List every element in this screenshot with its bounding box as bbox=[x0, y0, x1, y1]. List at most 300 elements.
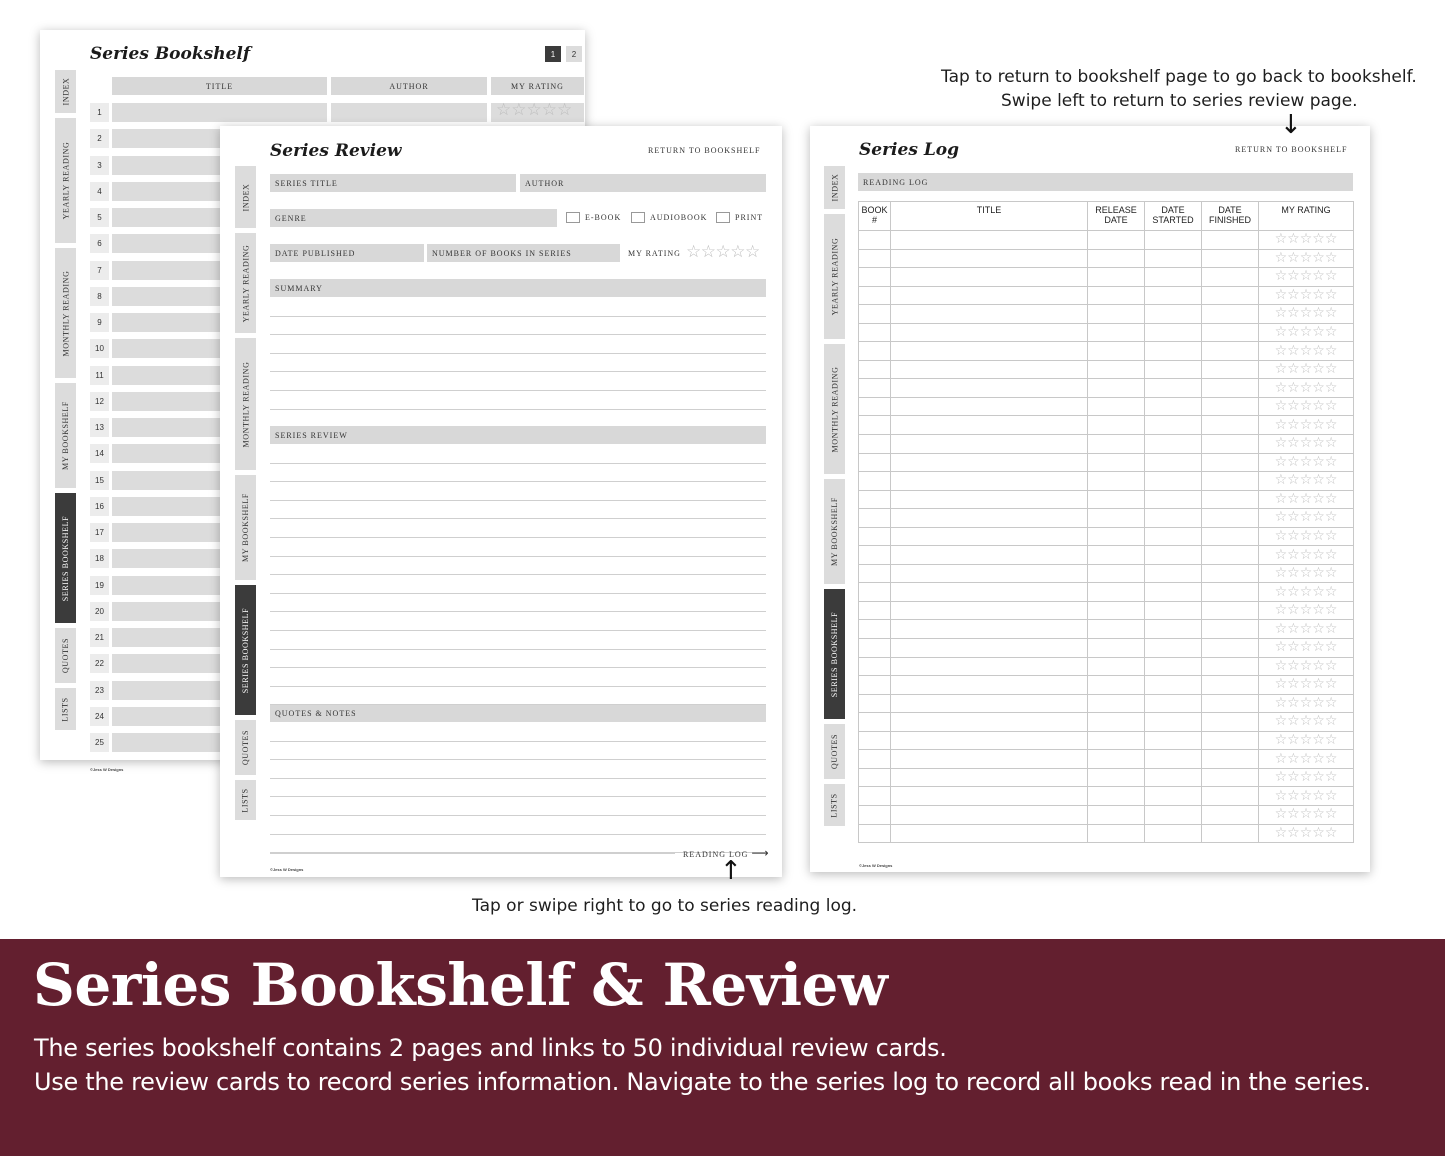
review-page bbox=[220, 126, 782, 877]
tab-yearly-reading[interactable]: YEARLY READING bbox=[235, 233, 256, 333]
date-finished-cell[interactable] bbox=[1202, 509, 1259, 528]
title-cell[interactable] bbox=[891, 750, 1088, 769]
release-date-cell[interactable] bbox=[1088, 750, 1145, 769]
log-row[interactable] bbox=[859, 601, 1354, 620]
date-finished-cell[interactable] bbox=[1202, 416, 1259, 435]
rating-stars[interactable]: ☆☆☆☆☆ bbox=[1259, 583, 1354, 602]
writing-line[interactable] bbox=[270, 500, 766, 501]
date-finished-cell[interactable] bbox=[1202, 249, 1259, 268]
title-cell[interactable] bbox=[891, 231, 1088, 250]
title-cell[interactable] bbox=[891, 249, 1088, 268]
return-to-bookshelf-link[interactable]: RETURN TO BOOKSHELF bbox=[648, 146, 761, 155]
date-started-cell[interactable] bbox=[1145, 323, 1202, 342]
tab-index[interactable]: INDEX bbox=[55, 70, 76, 113]
page-2-button[interactable]: 2 bbox=[566, 46, 582, 62]
row-title-cell[interactable] bbox=[112, 103, 327, 122]
title-cell[interactable] bbox=[891, 453, 1088, 472]
rating-stars[interactable]: ☆☆☆☆☆ bbox=[1259, 472, 1354, 491]
rating-stars[interactable]: ☆☆☆☆☆ bbox=[1259, 564, 1354, 583]
review-rating-stars[interactable]: ☆☆☆☆☆ bbox=[686, 242, 760, 262]
date-started-cell[interactable] bbox=[1145, 527, 1202, 546]
release-date-cell[interactable] bbox=[1088, 416, 1145, 435]
date-started-cell[interactable] bbox=[1145, 509, 1202, 528]
tab-quotes[interactable]: QUOTES bbox=[235, 720, 256, 775]
tab-my-bookshelf[interactable]: MY BOOKSHELF bbox=[824, 479, 845, 584]
book-number-cell[interactable] bbox=[859, 435, 891, 454]
book-number-cell[interactable] bbox=[859, 787, 891, 806]
date-finished-cell[interactable] bbox=[1202, 286, 1259, 305]
book-number-cell[interactable] bbox=[859, 360, 891, 379]
print-checkbox-box[interactable] bbox=[716, 212, 730, 223]
book-number-cell[interactable] bbox=[859, 305, 891, 324]
date-finished-cell[interactable] bbox=[1202, 490, 1259, 509]
release-date-cell[interactable] bbox=[1088, 305, 1145, 324]
log-row[interactable] bbox=[859, 694, 1354, 713]
date-started-cell[interactable] bbox=[1145, 546, 1202, 565]
number-of-books-field[interactable]: NUMBER OF BOOKS IN SERIES bbox=[427, 244, 620, 262]
tab-index[interactable]: INDEX bbox=[824, 166, 845, 209]
release-date-cell[interactable] bbox=[1088, 601, 1145, 620]
writing-line[interactable] bbox=[270, 409, 766, 410]
row-number: 18 bbox=[90, 549, 109, 568]
tab-lists[interactable]: LISTS bbox=[235, 780, 256, 820]
rating-stars[interactable]: ☆☆☆☆☆ bbox=[1259, 787, 1354, 806]
ebook-checkbox-box[interactable] bbox=[566, 212, 580, 223]
release-date-cell[interactable] bbox=[1088, 268, 1145, 287]
book-number-cell[interactable] bbox=[859, 397, 891, 416]
tab-yearly-reading[interactable]: YEARLY READING bbox=[55, 118, 76, 243]
title-cell[interactable] bbox=[891, 416, 1088, 435]
release-date-cell[interactable] bbox=[1088, 824, 1145, 843]
log-row[interactable] bbox=[859, 546, 1354, 565]
log-row[interactable] bbox=[859, 323, 1354, 342]
genre-field[interactable]: GENRE bbox=[270, 209, 557, 227]
writing-line[interactable] bbox=[270, 574, 766, 575]
log-row[interactable] bbox=[859, 750, 1354, 769]
date-started-cell[interactable] bbox=[1145, 268, 1202, 287]
writing-line[interactable] bbox=[270, 815, 766, 816]
book-number-cell[interactable] bbox=[859, 750, 891, 769]
log-row[interactable] bbox=[859, 824, 1354, 843]
date-finished-cell[interactable] bbox=[1202, 360, 1259, 379]
date-finished-cell[interactable] bbox=[1202, 824, 1259, 843]
rating-stars[interactable]: ☆☆☆☆☆ bbox=[1259, 286, 1354, 305]
date-finished-cell[interactable] bbox=[1202, 453, 1259, 472]
author-field[interactable]: AUTHOR bbox=[520, 174, 766, 192]
writing-line[interactable] bbox=[270, 741, 766, 742]
date-started-cell[interactable] bbox=[1145, 768, 1202, 787]
writing-line[interactable] bbox=[270, 334, 766, 335]
date-finished-cell[interactable] bbox=[1202, 546, 1259, 565]
book-number-cell[interactable] bbox=[859, 805, 891, 824]
rating-stars[interactable]: ☆☆☆☆☆ bbox=[1259, 657, 1354, 676]
rating-stars[interactable]: ☆☆☆☆☆ bbox=[1259, 323, 1354, 342]
book-number-cell[interactable] bbox=[859, 620, 891, 639]
book-number-cell[interactable] bbox=[859, 472, 891, 491]
tab-quotes[interactable]: QUOTES bbox=[824, 724, 845, 779]
date-started-cell[interactable] bbox=[1145, 583, 1202, 602]
writing-line[interactable] bbox=[270, 556, 766, 557]
title-cell[interactable] bbox=[891, 620, 1088, 639]
book-number-cell[interactable] bbox=[859, 342, 891, 361]
log-row[interactable] bbox=[859, 639, 1354, 658]
rating-stars[interactable]: ☆☆☆☆☆ bbox=[1259, 360, 1354, 379]
release-date-cell[interactable] bbox=[1088, 694, 1145, 713]
release-date-cell[interactable] bbox=[1088, 620, 1145, 639]
release-date-cell[interactable] bbox=[1088, 768, 1145, 787]
rating-stars[interactable]: ☆☆☆☆☆ bbox=[1259, 509, 1354, 528]
tab-my-bookshelf[interactable]: MY BOOKSHELF bbox=[235, 475, 256, 580]
writing-line[interactable] bbox=[270, 611, 766, 612]
log-row[interactable] bbox=[859, 509, 1354, 528]
title-cell[interactable] bbox=[891, 564, 1088, 583]
tab-monthly-reading[interactable]: MONTHLY READING bbox=[235, 338, 256, 470]
log-row[interactable] bbox=[859, 435, 1354, 454]
title-cell[interactable] bbox=[891, 342, 1088, 361]
date-started-cell[interactable] bbox=[1145, 731, 1202, 750]
date-finished-cell[interactable] bbox=[1202, 435, 1259, 454]
date-finished-cell[interactable] bbox=[1202, 472, 1259, 491]
writing-line[interactable] bbox=[270, 593, 766, 594]
release-date-cell[interactable] bbox=[1088, 286, 1145, 305]
date-finished-cell[interactable] bbox=[1202, 342, 1259, 361]
audiobook-checkbox[interactable]: AUDIOBOOK bbox=[631, 212, 707, 223]
tab-quotes[interactable]: QUOTES bbox=[55, 628, 76, 683]
book-number-cell[interactable] bbox=[859, 323, 891, 342]
writing-line[interactable] bbox=[270, 796, 766, 797]
date-started-cell[interactable] bbox=[1145, 639, 1202, 658]
date-finished-cell[interactable] bbox=[1202, 713, 1259, 732]
date-started-cell[interactable] bbox=[1145, 750, 1202, 769]
title-cell[interactable] bbox=[891, 601, 1088, 620]
release-date-cell[interactable] bbox=[1088, 546, 1145, 565]
book-number-cell[interactable] bbox=[859, 379, 891, 398]
tab-lists[interactable]: LISTS bbox=[824, 784, 845, 826]
rating-stars[interactable]: ☆☆☆☆☆ bbox=[1259, 527, 1354, 546]
writing-line[interactable] bbox=[270, 537, 766, 538]
date-finished-cell[interactable] bbox=[1202, 268, 1259, 287]
date-started-cell[interactable] bbox=[1145, 676, 1202, 695]
series-title-field[interactable]: SERIES TITLE bbox=[270, 174, 516, 192]
rating-stars[interactable]: ☆☆☆☆☆ bbox=[1259, 601, 1354, 620]
rating-stars[interactable]: ☆☆☆☆☆ bbox=[1259, 268, 1354, 287]
title-cell[interactable] bbox=[891, 527, 1088, 546]
log-row[interactable] bbox=[859, 768, 1354, 787]
writing-line[interactable] bbox=[270, 353, 766, 354]
rating-stars[interactable]: ☆☆☆☆☆ bbox=[1259, 231, 1354, 250]
release-date-cell[interactable] bbox=[1088, 509, 1145, 528]
title-cell[interactable] bbox=[891, 305, 1088, 324]
writing-line[interactable] bbox=[270, 834, 766, 835]
date-finished-cell[interactable] bbox=[1202, 583, 1259, 602]
title-cell[interactable] bbox=[891, 546, 1088, 565]
row-author-cell[interactable] bbox=[331, 103, 487, 122]
date-started-cell[interactable] bbox=[1145, 694, 1202, 713]
rating-stars[interactable]: ☆☆☆☆☆ bbox=[1259, 824, 1354, 843]
release-date-cell[interactable] bbox=[1088, 435, 1145, 454]
date-finished-cell[interactable] bbox=[1202, 620, 1259, 639]
tab-monthly-reading[interactable]: MONTHLY READING bbox=[55, 248, 76, 378]
row-1-rating-stars[interactable]: ☆☆☆☆☆ bbox=[496, 100, 573, 120]
book-number-cell[interactable] bbox=[859, 453, 891, 472]
rating-stars[interactable]: ☆☆☆☆☆ bbox=[1259, 416, 1354, 435]
rating-stars[interactable]: ☆☆☆☆☆ bbox=[1259, 249, 1354, 268]
writing-line[interactable] bbox=[270, 481, 766, 482]
date-finished-cell[interactable] bbox=[1202, 676, 1259, 695]
release-date-cell[interactable] bbox=[1088, 231, 1145, 250]
release-date-cell[interactable] bbox=[1088, 657, 1145, 676]
release-date-cell[interactable] bbox=[1088, 583, 1145, 602]
title-cell[interactable] bbox=[891, 435, 1088, 454]
rating-stars[interactable]: ☆☆☆☆☆ bbox=[1259, 639, 1354, 658]
title-cell[interactable] bbox=[891, 490, 1088, 509]
tab-yearly-reading[interactable]: YEARLY READING bbox=[824, 214, 845, 339]
release-date-cell[interactable] bbox=[1088, 342, 1145, 361]
writing-line[interactable] bbox=[270, 316, 766, 317]
log-row[interactable] bbox=[859, 731, 1354, 750]
date-started-cell[interactable] bbox=[1145, 787, 1202, 806]
tab-monthly-reading[interactable]: MONTHLY READING bbox=[824, 344, 845, 474]
date-started-cell[interactable] bbox=[1145, 231, 1202, 250]
title-cell[interactable] bbox=[891, 657, 1088, 676]
date-started-cell[interactable] bbox=[1145, 620, 1202, 639]
log-row[interactable] bbox=[859, 583, 1354, 602]
rating-stars[interactable]: ☆☆☆☆☆ bbox=[1259, 676, 1354, 695]
book-number-cell[interactable] bbox=[859, 731, 891, 750]
date-started-cell[interactable] bbox=[1145, 342, 1202, 361]
log-row[interactable] bbox=[859, 657, 1354, 676]
book-number-cell[interactable] bbox=[859, 676, 891, 695]
writing-line[interactable] bbox=[270, 463, 766, 464]
book-number-cell[interactable] bbox=[859, 527, 891, 546]
date-finished-cell[interactable] bbox=[1202, 231, 1259, 250]
release-date-cell[interactable] bbox=[1088, 713, 1145, 732]
book-number-cell[interactable] bbox=[859, 824, 891, 843]
rating-stars[interactable]: ☆☆☆☆☆ bbox=[1259, 305, 1354, 324]
book-number-cell[interactable] bbox=[859, 694, 891, 713]
title-cell[interactable] bbox=[891, 824, 1088, 843]
log-row[interactable] bbox=[859, 305, 1354, 324]
rating-stars[interactable]: ☆☆☆☆☆ bbox=[1259, 379, 1354, 398]
book-number-cell[interactable] bbox=[859, 490, 891, 509]
date-started-cell[interactable] bbox=[1145, 416, 1202, 435]
date-started-cell[interactable] bbox=[1145, 601, 1202, 620]
book-number-cell[interactable] bbox=[859, 713, 891, 732]
date-finished-cell[interactable] bbox=[1202, 564, 1259, 583]
return-to-bookshelf-link[interactable]: RETURN TO BOOKSHELF bbox=[1235, 145, 1348, 154]
date-finished-cell[interactable] bbox=[1202, 639, 1259, 658]
rating-stars[interactable]: ☆☆☆☆☆ bbox=[1259, 750, 1354, 769]
date-finished-cell[interactable] bbox=[1202, 787, 1259, 806]
rating-stars[interactable]: ☆☆☆☆☆ bbox=[1259, 620, 1354, 639]
date-started-cell[interactable] bbox=[1145, 379, 1202, 398]
title-cell[interactable] bbox=[891, 787, 1088, 806]
writing-line[interactable] bbox=[270, 759, 766, 760]
log-row[interactable] bbox=[859, 805, 1354, 824]
writing-line[interactable] bbox=[270, 371, 766, 372]
date-finished-cell[interactable] bbox=[1202, 694, 1259, 713]
title-cell[interactable] bbox=[891, 583, 1088, 602]
release-date-cell[interactable] bbox=[1088, 453, 1145, 472]
date-started-cell[interactable] bbox=[1145, 490, 1202, 509]
log-row[interactable] bbox=[859, 676, 1354, 695]
log-row[interactable] bbox=[859, 231, 1354, 250]
writing-line[interactable] bbox=[270, 630, 766, 631]
rating-stars[interactable]: ☆☆☆☆☆ bbox=[1259, 731, 1354, 750]
rating-stars[interactable]: ☆☆☆☆☆ bbox=[1259, 805, 1354, 824]
tab-lists[interactable]: LISTS bbox=[55, 688, 76, 730]
book-number-cell[interactable] bbox=[859, 268, 891, 287]
date-started-cell[interactable] bbox=[1145, 453, 1202, 472]
book-number-cell[interactable] bbox=[859, 509, 891, 528]
date-finished-cell[interactable] bbox=[1202, 397, 1259, 416]
log-row[interactable] bbox=[859, 360, 1354, 379]
log-row[interactable] bbox=[859, 620, 1354, 639]
audiobook-checkbox-box[interactable] bbox=[631, 212, 645, 223]
writing-line[interactable] bbox=[270, 390, 766, 391]
release-date-cell[interactable] bbox=[1088, 639, 1145, 658]
release-date-cell[interactable] bbox=[1088, 249, 1145, 268]
tab-series-bookshelf[interactable]: SERIES BOOKSHELF bbox=[824, 589, 845, 719]
title-cell[interactable] bbox=[891, 694, 1088, 713]
date-started-cell[interactable] bbox=[1145, 824, 1202, 843]
title-cell[interactable] bbox=[891, 360, 1088, 379]
rating-stars[interactable]: ☆☆☆☆☆ bbox=[1259, 342, 1354, 361]
date-started-cell[interactable] bbox=[1145, 472, 1202, 491]
log-row[interactable] bbox=[859, 564, 1354, 583]
log-row[interactable] bbox=[859, 268, 1354, 287]
rating-stars[interactable]: ☆☆☆☆☆ bbox=[1259, 453, 1354, 472]
date-started-cell[interactable] bbox=[1145, 564, 1202, 583]
date-started-cell[interactable] bbox=[1145, 805, 1202, 824]
rating-stars[interactable]: ☆☆☆☆☆ bbox=[1259, 694, 1354, 713]
book-number-cell[interactable] bbox=[859, 657, 891, 676]
release-date-cell[interactable] bbox=[1088, 379, 1145, 398]
page-1-button[interactable]: 1 bbox=[545, 46, 561, 62]
release-date-cell[interactable] bbox=[1088, 472, 1145, 491]
book-number-cell[interactable] bbox=[859, 249, 891, 268]
log-row[interactable] bbox=[859, 397, 1354, 416]
rating-stars[interactable]: ☆☆☆☆☆ bbox=[1259, 490, 1354, 509]
tab-my-bookshelf[interactable]: MY BOOKSHELF bbox=[55, 383, 76, 488]
date-finished-cell[interactable] bbox=[1202, 768, 1259, 787]
release-date-cell[interactable] bbox=[1088, 676, 1145, 695]
title-cell[interactable] bbox=[891, 676, 1088, 695]
log-row[interactable] bbox=[859, 472, 1354, 491]
title-cell[interactable] bbox=[891, 397, 1088, 416]
date-started-cell[interactable] bbox=[1145, 435, 1202, 454]
release-date-cell[interactable] bbox=[1088, 564, 1145, 583]
release-date-cell[interactable] bbox=[1088, 397, 1145, 416]
title-cell[interactable] bbox=[891, 286, 1088, 305]
date-started-cell[interactable] bbox=[1145, 657, 1202, 676]
title-cell[interactable] bbox=[891, 472, 1088, 491]
title-cell[interactable] bbox=[891, 639, 1088, 658]
release-date-cell[interactable] bbox=[1088, 527, 1145, 546]
title-cell[interactable] bbox=[891, 509, 1088, 528]
date-started-cell[interactable] bbox=[1145, 360, 1202, 379]
date-started-cell[interactable] bbox=[1145, 305, 1202, 324]
date-finished-cell[interactable] bbox=[1202, 379, 1259, 398]
book-number-cell[interactable] bbox=[859, 639, 891, 658]
book-number-cell[interactable] bbox=[859, 546, 891, 565]
title-cell[interactable] bbox=[891, 805, 1088, 824]
rating-stars[interactable]: ☆☆☆☆☆ bbox=[1259, 768, 1354, 787]
writing-line[interactable] bbox=[270, 686, 766, 687]
tab-index[interactable]: INDEX bbox=[235, 166, 256, 228]
log-row[interactable] bbox=[859, 453, 1354, 472]
title-cell[interactable] bbox=[891, 768, 1088, 787]
writing-line[interactable] bbox=[270, 853, 675, 854]
date-finished-cell[interactable] bbox=[1202, 731, 1259, 750]
book-number-cell[interactable] bbox=[859, 768, 891, 787]
writing-line[interactable] bbox=[270, 518, 766, 519]
date-started-cell[interactable] bbox=[1145, 397, 1202, 416]
writing-line[interactable] bbox=[270, 667, 766, 668]
book-number-cell[interactable] bbox=[859, 583, 891, 602]
title-cell[interactable] bbox=[891, 731, 1088, 750]
print-checkbox[interactable]: PRINT bbox=[716, 212, 763, 223]
title-cell[interactable] bbox=[891, 323, 1088, 342]
release-date-cell[interactable] bbox=[1088, 323, 1145, 342]
release-date-cell[interactable] bbox=[1088, 360, 1145, 379]
date-started-cell[interactable] bbox=[1145, 249, 1202, 268]
log-row[interactable] bbox=[859, 249, 1354, 268]
rating-stars[interactable]: ☆☆☆☆☆ bbox=[1259, 713, 1354, 732]
date-finished-cell[interactable] bbox=[1202, 305, 1259, 324]
log-row[interactable] bbox=[859, 490, 1354, 509]
log-row[interactable] bbox=[859, 416, 1354, 435]
rating-stars[interactable]: ☆☆☆☆☆ bbox=[1259, 546, 1354, 565]
title-cell[interactable] bbox=[891, 713, 1088, 732]
log-row[interactable] bbox=[859, 342, 1354, 361]
release-date-cell[interactable] bbox=[1088, 731, 1145, 750]
writing-line[interactable] bbox=[270, 778, 766, 779]
log-row[interactable] bbox=[859, 527, 1354, 546]
rating-stars[interactable]: ☆☆☆☆☆ bbox=[1259, 435, 1354, 454]
date-published-field[interactable]: DATE PUBLISHED bbox=[270, 244, 424, 262]
writing-line[interactable] bbox=[270, 704, 766, 705]
date-finished-cell[interactable] bbox=[1202, 805, 1259, 824]
log-row[interactable] bbox=[859, 379, 1354, 398]
ebook-checkbox[interactable]: E-BOOK bbox=[566, 212, 621, 223]
log-row[interactable] bbox=[859, 286, 1354, 305]
release-date-cell[interactable] bbox=[1088, 490, 1145, 509]
log-row[interactable] bbox=[859, 787, 1354, 806]
date-finished-cell[interactable] bbox=[1202, 323, 1259, 342]
date-started-cell[interactable] bbox=[1145, 286, 1202, 305]
date-finished-cell[interactable] bbox=[1202, 527, 1259, 546]
book-number-cell[interactable] bbox=[859, 564, 891, 583]
tab-series-bookshelf[interactable]: SERIES BOOKSHELF bbox=[55, 493, 76, 623]
date-finished-cell[interactable] bbox=[1202, 750, 1259, 769]
release-date-cell[interactable] bbox=[1088, 787, 1145, 806]
date-finished-cell[interactable] bbox=[1202, 601, 1259, 620]
book-number-cell[interactable] bbox=[859, 286, 891, 305]
book-number-cell[interactable] bbox=[859, 601, 891, 620]
log-row[interactable] bbox=[859, 713, 1354, 732]
book-number-cell[interactable] bbox=[859, 416, 891, 435]
rating-stars[interactable]: ☆☆☆☆☆ bbox=[1259, 397, 1354, 416]
date-started-cell[interactable] bbox=[1145, 713, 1202, 732]
title-cell[interactable] bbox=[891, 268, 1088, 287]
writing-line[interactable] bbox=[270, 649, 766, 650]
title-cell[interactable] bbox=[891, 379, 1088, 398]
book-number-cell[interactable] bbox=[859, 231, 891, 250]
tab-series-bookshelf[interactable]: SERIES BOOKSHELF bbox=[235, 585, 256, 715]
date-finished-cell[interactable] bbox=[1202, 657, 1259, 676]
release-date-cell[interactable] bbox=[1088, 805, 1145, 824]
